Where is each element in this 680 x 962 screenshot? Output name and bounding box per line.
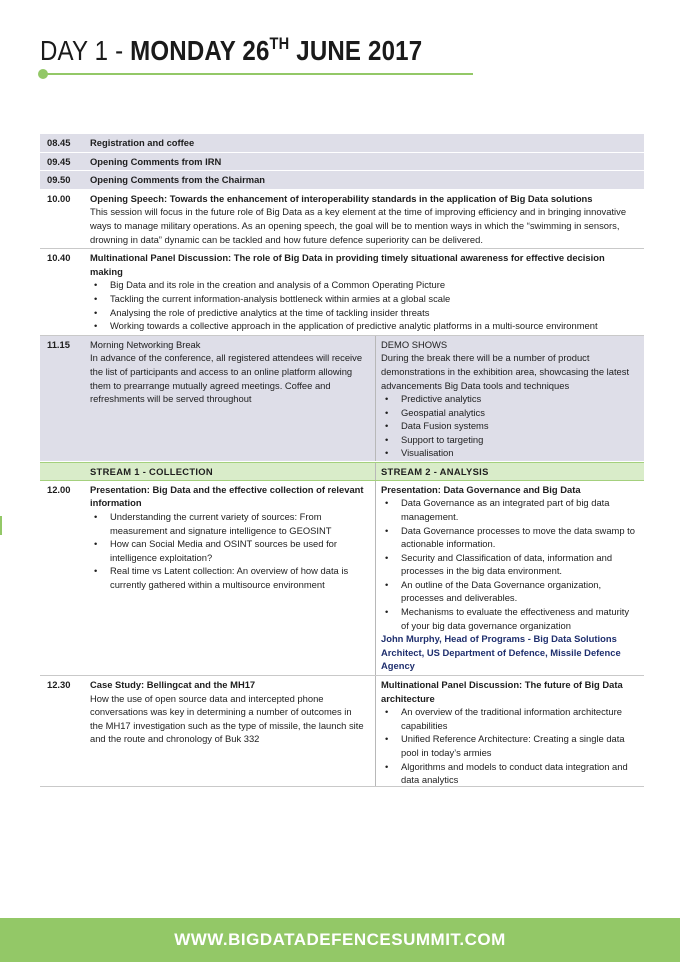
- session-description-1230-s1: How the use of open source data and intercepted phone conversations was key in determining a number of outcomes in the MH17 investigation such as the type of missile, the launch site and the route and chronology of Buk 332: [90, 692, 364, 745]
- demo-description: During the break there will be a number of product demonstrations in the exhibition area, showcasing the latest advancements Big Data tools and techniques: [381, 352, 630, 391]
- session-title-1200-s1: Presentation: Big Data and the effective collection of relevant information: [90, 483, 364, 509]
- list-item: • Understanding the current variety of sources: From measurement and signature intelligence to GEOSINT: [90, 510, 367, 537]
- list-item: • Analysing the role of predictive analytics at the time of tackling insider threats: [90, 306, 638, 320]
- schedule-row-1000: [40, 190, 644, 249]
- session-title-0945: Opening Comments from IRN: [90, 155, 222, 167]
- title-underline-dot: [38, 69, 48, 79]
- speaker-credit: John Murphy, Head of Programs - Big Data Solutions Architect, US Department of Defence, Missile Defence Agency: [381, 633, 621, 672]
- bullet-list-1200-s2: [381, 496, 638, 632]
- title-underline: [44, 73, 473, 75]
- schedule-row-1200: [40, 481, 644, 676]
- session-title-1230-s2: Multinational Panel Discussion: The future of Big Data architecture: [381, 679, 623, 704]
- stream-1-label: STREAM 1 - COLLECTION: [90, 465, 213, 477]
- time-1200: 12.00: [47, 483, 71, 495]
- list-item: • Mechanisms to evaluate the effectiveness and maturity of your big data governance organization: [381, 605, 638, 632]
- list-item: • Security and Classification of data, information and processes in the big data environment.: [381, 551, 638, 578]
- list-item: • Big Data and its role in the creation and analysis of a Common Operating Picture: [90, 278, 638, 292]
- session-title-1200-s2: Presentation: Data Governance and Big Data: [381, 483, 581, 495]
- day-label: DAY 1 -: [40, 35, 131, 66]
- list-item: • Predictive analytics: [381, 392, 638, 406]
- list-item: • Support to targeting: [381, 433, 638, 447]
- break-title: Morning Networking Break: [90, 338, 201, 350]
- schedule-table: [40, 134, 644, 787]
- bullet-list-1200-s1: [90, 510, 367, 592]
- stream-2-session-1230: [375, 676, 644, 786]
- session-title-1040: Multinational Panel Discussion: The role of Big Data in providing timely situational awareness for effective decision making: [90, 252, 605, 277]
- demo-title: DEMO SHOWS: [381, 338, 448, 350]
- date-label: [130, 35, 422, 66]
- list-item: • Geospatial analytics: [381, 406, 638, 420]
- list-item: • Data Governance as an integrated part of big data management.: [381, 496, 638, 523]
- session-description-1000: This session will focus in the future role of Big Data as a key element at the time of improving efficiency and in bringing innovative ways to manage military operations. As an opening speech, the goal will be to mention ways in which the “swimming in sensors, drowning in data” dynamic can be tackled and how future defence superiority can be delivered.: [90, 206, 627, 245]
- demo-list: [381, 392, 638, 460]
- list-item: • Working towards a collective approach in the application of predictive analytic platforms in a multi-source environment: [90, 319, 638, 333]
- schedule-row-0950: [40, 171, 644, 190]
- list-item: • Visualisation: [381, 446, 638, 460]
- demo-shows: [375, 336, 644, 461]
- footer-banner: [0, 918, 680, 962]
- bullet-list-1040: [90, 278, 638, 332]
- session-1000: [90, 190, 644, 248]
- schedule-row-1115: [40, 336, 644, 462]
- date-rest: JUNE 2017: [289, 35, 423, 66]
- date-main: MONDAY 26: [130, 35, 270, 66]
- schedule-row-1040: [40, 249, 644, 336]
- schedule-row-1230: [40, 676, 644, 787]
- page-title: [40, 34, 422, 68]
- stream-1-session-1200: [90, 481, 375, 675]
- list-item: • Data Fusion systems: [381, 419, 638, 433]
- networking-break: [90, 336, 375, 461]
- stream-header-row: [40, 462, 644, 481]
- stream-2-label: STREAM 2 - ANALYSIS: [375, 463, 644, 480]
- bullet-list-1230-s2: [381, 705, 638, 787]
- list-item: • An overview of the traditional information architecture capabilities: [381, 705, 638, 732]
- time-1040: 10.40: [47, 252, 71, 264]
- time-1230: 12.30: [47, 679, 71, 691]
- time-1115: 11.15: [47, 338, 70, 350]
- schedule-row-0945: [40, 153, 644, 172]
- footer-url: WWW.BIGDATADEFENCESUMMIT.COM: [174, 930, 506, 949]
- stream-header-spacer: [40, 463, 90, 480]
- list-item: • How can Social Media and OSINT sources be used for intelligence exploitation?: [90, 537, 367, 564]
- list-item: • Real time vs Latent collection: An overview of how data is currently gathered within a multisource environment: [90, 564, 367, 591]
- time-0950: 09.50: [47, 174, 71, 186]
- session-title-0845: Registration and coffee: [90, 137, 195, 148]
- stream-divider-tick: [0, 516, 2, 535]
- list-item: • Algorithms and models to conduct data integration and data analytics: [381, 760, 638, 787]
- session-title-1000: Opening Speech: Towards the enhancement of interoperability standards in the application of Big Data solutions: [90, 192, 593, 204]
- session-title-0950: Opening Comments from the Chairman: [90, 174, 266, 186]
- date-sup: TH: [269, 34, 290, 53]
- list-item: • Data Governance processes to move the data swamp to actionable information.: [381, 524, 638, 551]
- list-item: • Tackling the current information-analysis bottleneck within armies at a global scale: [90, 292, 638, 306]
- schedule-row-0845: [40, 134, 644, 153]
- time-1000: 10.00: [47, 192, 71, 204]
- session-title-1230-s1: Case Study: Bellingcat and the MH17: [90, 679, 256, 691]
- time-0845: 08.45: [47, 137, 71, 148]
- break-description: In advance of the conference, all registered attendees will receive the list of participants and access to an online platform allowing them to prearrange mutually agreed meetings. Coffee and refreshments will be served throughout: [90, 352, 363, 405]
- list-item: • An outline of the Data Governance organization, processes and deliverables.: [381, 578, 638, 605]
- session-1040: [90, 249, 644, 335]
- stream-2-session-1200: [375, 481, 644, 675]
- time-0945: 09.45: [47, 155, 71, 167]
- stream-1-session-1230: [90, 676, 375, 786]
- list-item: • Unified Reference Architecture: Creating a single data pool in today’s armies: [381, 732, 638, 759]
